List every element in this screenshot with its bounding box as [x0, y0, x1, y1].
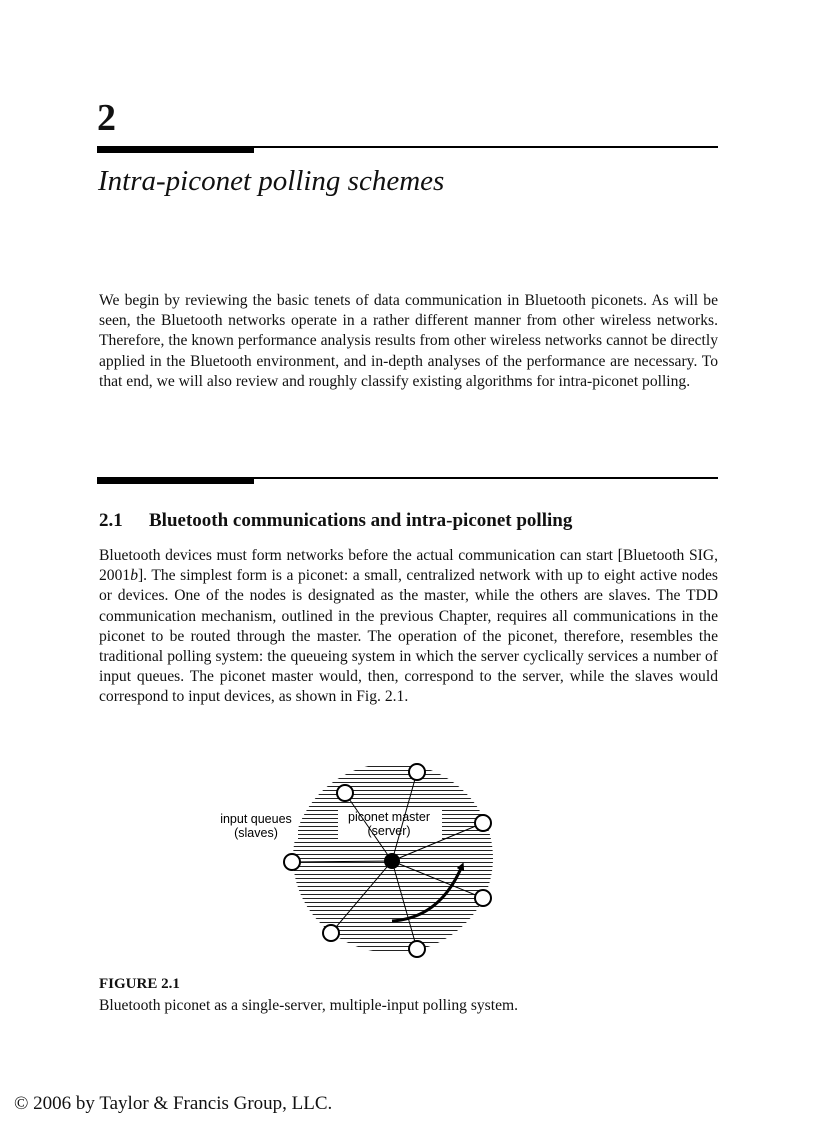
slave-node [337, 785, 353, 801]
chapter-title: Intra-piconet polling schemes [98, 165, 445, 197]
input-queues-label: input queues [220, 812, 292, 826]
slave-node [475, 890, 491, 906]
chapter-rule-thick [97, 146, 254, 153]
figure-caption: Bluetooth piconet as a single-server, multiple-input polling system. [99, 997, 519, 1014]
chapter-number: 2 [97, 97, 116, 139]
slave-node [475, 815, 491, 831]
section-heading [99, 509, 572, 533]
master-sublabel: (server) [367, 824, 411, 838]
figure-label: FIGURE 2.1 [99, 976, 180, 992]
section-title: Bluetooth communications and intra-piconet polling [149, 510, 573, 531]
section-paragraph-part1: Bluetooth devices must form networks before the actual communication can start [Bluetooth SIG, 2001 [99, 547, 718, 585]
section-paragraph-italic: b [130, 567, 138, 585]
input-queues-sublabel: (slaves) [234, 826, 278, 840]
chapter-rule [97, 144, 718, 154]
slave-node [284, 854, 300, 870]
slave-node [409, 941, 425, 957]
section-number: 2.1 [99, 510, 123, 531]
piconet-figure [200, 758, 510, 963]
copyright-notice: © 2006 by Taylor & Francis Group, LLC. [14, 1093, 333, 1114]
section-paragraph-part2: ]. The simplest form is a piconet: a small, centralized network with up to eight active nodes or devices. One of the nodes is designated as the master, while the others are slaves. The TDD communication mechanism, outlined in the previous Chapter, requires all communications in the piconet to be routed through the master. The operation of the piconet, therefore, resembles the traditional polling system: the queueing system in which the server cyclically services a number of input queues. The piconet master would, then, correspond to the server, while the slaves would correspond to input devices, as shown in Fig. 2.1. [99, 567, 718, 706]
slave-node [323, 925, 339, 941]
master-label: piconet master [348, 810, 430, 824]
section-rule [97, 475, 718, 485]
slave-node [409, 764, 425, 780]
piconet-diagram [200, 758, 510, 963]
master-node [384, 853, 400, 869]
section-paragraph [99, 546, 718, 708]
intro-paragraph: We begin by reviewing the basic tenets of data communication in Bluetooth piconets. As will be seen, the Bluetooth networks operate in a rather different manner from other wireless networks. Therefore, the known performance analysis results from other wireless networks cannot be directly applied in the Bluetooth environment, and in-depth analyses of the performance are necessary. To that end, we will also review and roughly classify existing algorithms for intra-piconet polling. [99, 292, 718, 390]
section-rule-thick [97, 477, 254, 484]
